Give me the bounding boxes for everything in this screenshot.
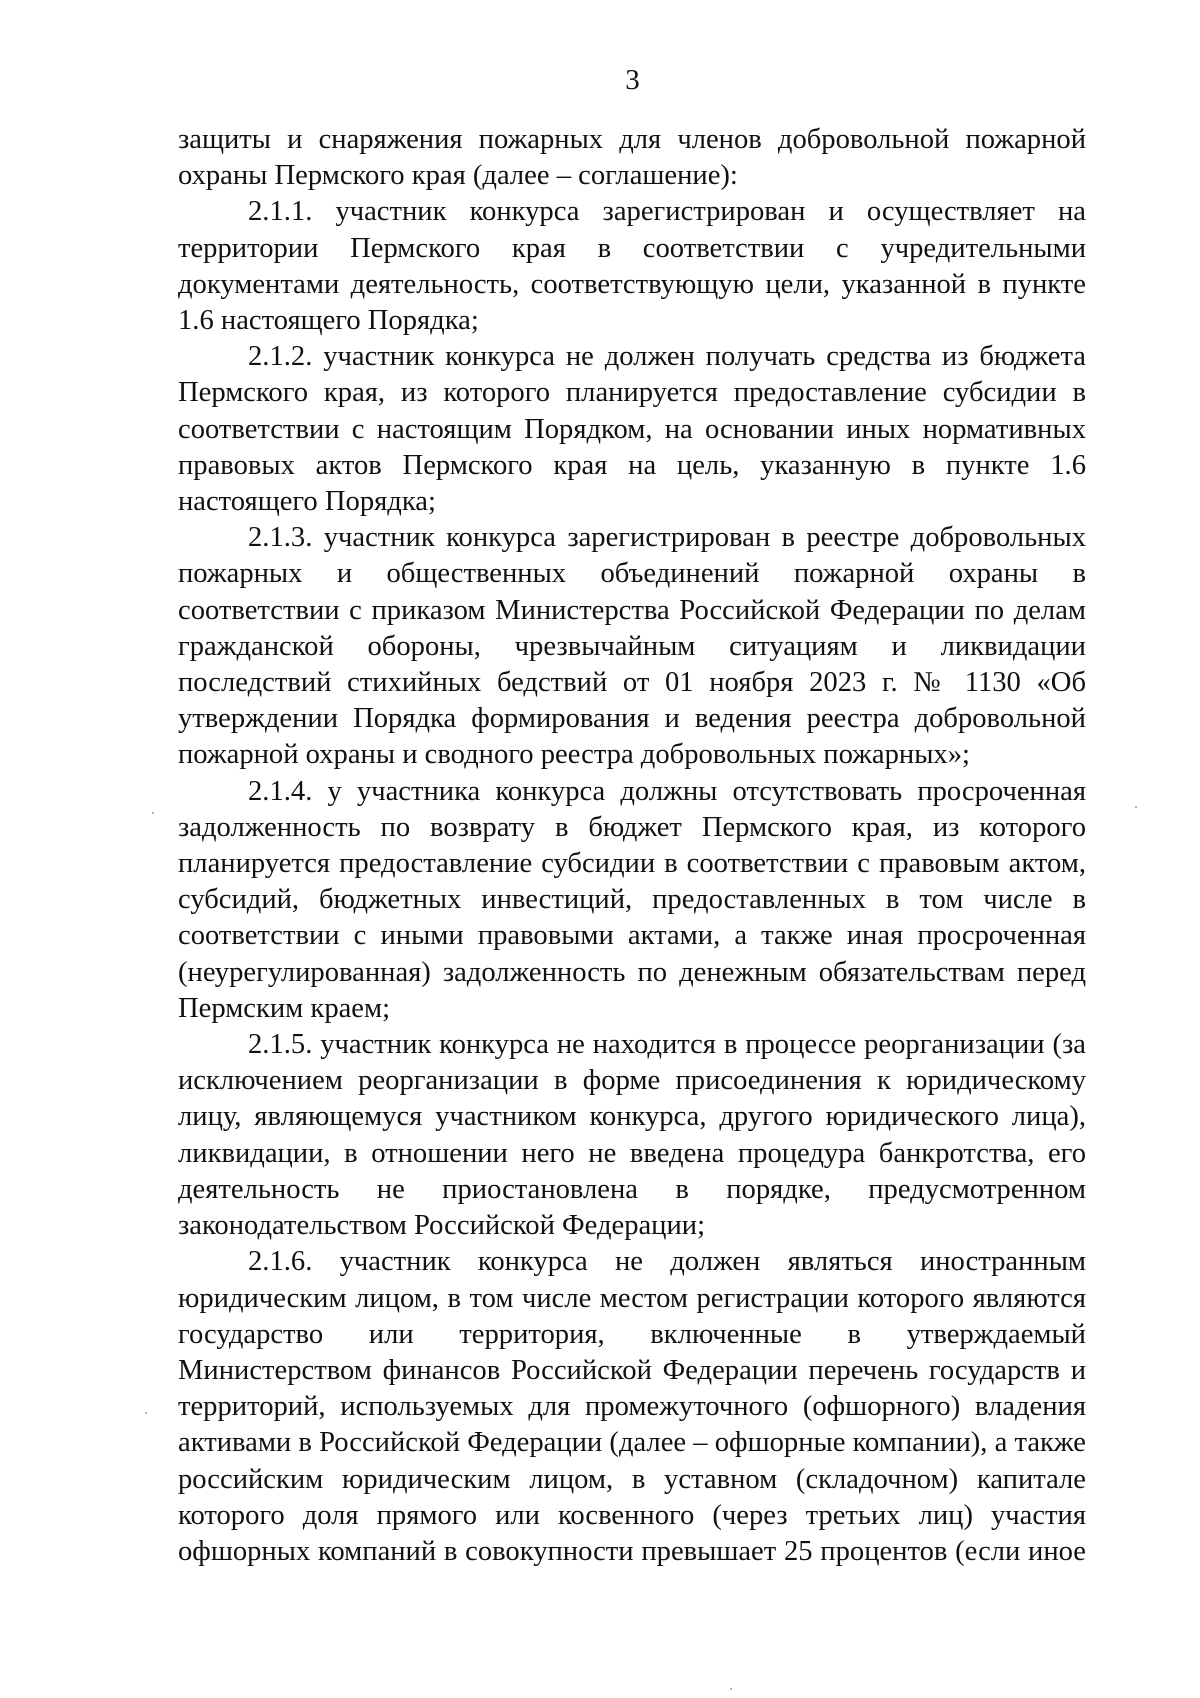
paragraph-2-1-2: 2.1.2. участник конкурса не должен получать средства из бюджета Пермского края, из которого планируется предоставление субсидии в соответствии с настоящим Порядком, на основании иных нормативных правовых актов Пермского края на цель, указанную в пункте 1.6 настоящего Порядка; [178, 341, 1086, 518]
scan-speck [1135, 806, 1137, 808]
paragraph-2-1-6: 2.1.6. участник конкурса не должен являться иностранным юридическим лицом, в том числе местом регистрации которого являются государство или территория, включенные в утверждаемый Министерством финансов Российской Федерации перечень государств и территорий, используемых для промежуточного (офшорного) владения активами в Российской Федерации (далее – офшорные компании), а также российским юридическим лицом, в уставном (складочном) капитале которого доля прямого или косвенного (через третьих лиц) участия офшорных компаний в совокупности превышает 25 процентов (если иное [178, 1246, 1086, 1567]
paragraph-continuation: защиты и снаряжения пожарных для членов добровольной пожарной охраны Пермского края (далее – соглашение): [178, 124, 1086, 192]
document-body [178, 122, 1086, 1570]
scan-speck [152, 812, 154, 814]
page-number: 3 [625, 64, 640, 96]
paragraph-2-1-1: 2.1.1. участник конкурса зарегистрирован и осуществляет на территории Пермского края в соответствии с учредительными документами деятельность, соответствующую цели, указанной в пункте 1.6 настоящего Порядка; [178, 196, 1086, 337]
paragraph-2-1-3: 2.1.3. участник конкурса зарегистрирован в реестре добровольных пожарных и общественных объединений пожарной охраны в соответствии с приказом Министерства Российской Федерации по делам гражданской обороны, чрезвычайным ситуациям и ликвидации последствий стихийных бедствий от 01 ноября 2023 г. № 1130 «Об утверждении Порядка формирования и ведения реестра добровольной пожарной охраны и сводного реестра добровольных пожарных»; [178, 522, 1086, 771]
paragraph-2-1-5: 2.1.5. участник конкурса не находится в процессе реорганизации (за исключением реорганизации в форме присоединения к юридическому лицу, являющемуся участником конкурса, другого юридического лица), ликвидации, в отношении него не введена процедура банкротства, его деятельность не приостановлена в порядке, предусмотренном законодательством Российской Федерации; [178, 1029, 1086, 1242]
paragraph-2-1-4: 2.1.4. у участника конкурса должны отсутствовать просроченная задолженность по возврату в бюджет Пермского края, из которого планируется предоставление субсидии в соответствии с правовым актом, субсидий, бюджетных инвестиций, предоставленных в том числе в соответствии с иными правовыми актами, а также иная просроченная (неурегулированная) задолженность по денежным обязательствам перед Пермским краем; [178, 775, 1086, 1024]
scan-speck [145, 1412, 147, 1414]
scan-speck [730, 1688, 732, 1690]
